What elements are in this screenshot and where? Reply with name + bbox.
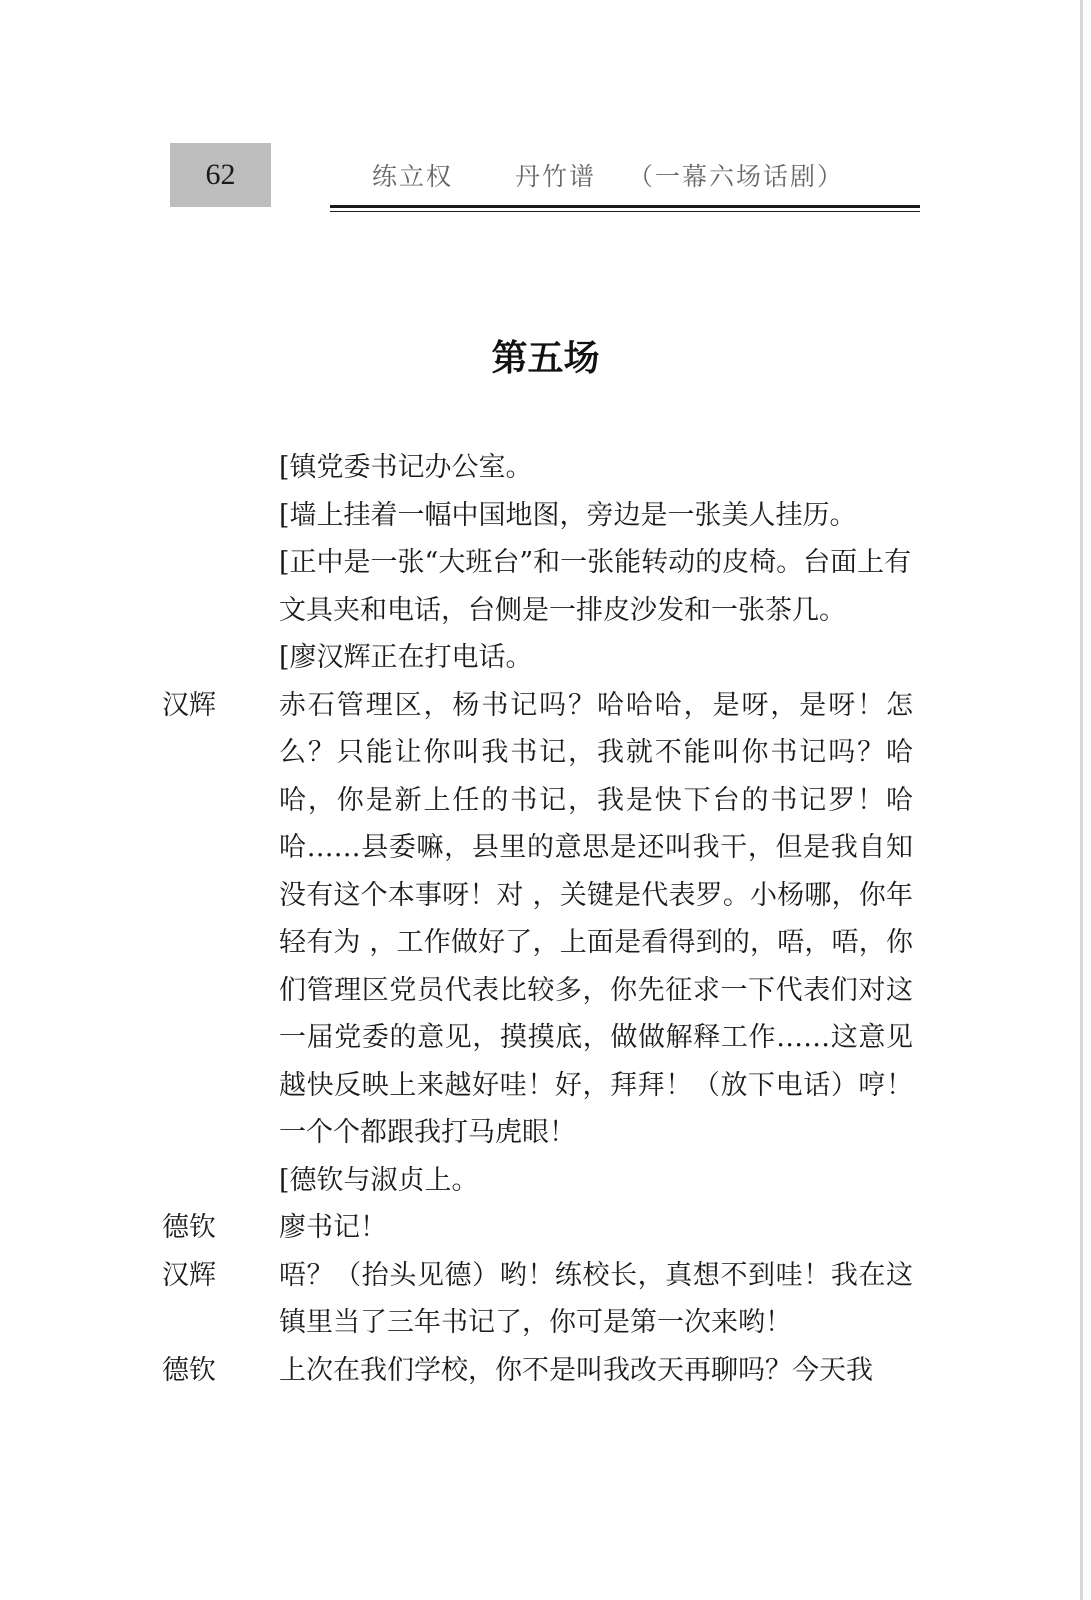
script-body — [162, 444, 922, 1394]
dialogue-block — [162, 1204, 922, 1252]
page-number-box — [170, 143, 271, 207]
header-rule-thin — [330, 211, 920, 212]
speaker-name: 汉辉 — [162, 689, 216, 721]
dialogue-text: 赤石管理区，杨书记吗？哈哈哈，是呀，是呀！怎么？只能让你叫我书记，我就不能叫你书记吗？哈哈，你是新上任的书记，我是快下台的书记罗！哈哈……县委嘛，县里的意思是还叫我干，但是我自知没有这个本事呀！对 ，关键是代表罗。小杨哪，你年轻有为 ，工作做好了，上面是看得到的，唔，唔，你们管理区党员代表比较多，你先征求一下代表们对这一届党委的意见，摸摸底，做做解释工作……这意见越快反映上来越好哇！好，拜拜！（放下电话）哼！一个个都跟我打马虎眼！ — [279, 689, 913, 1148]
stage-direction: [廖汉辉正在打电话。 — [279, 642, 533, 673]
dialogue-block — [162, 1252, 922, 1347]
stage-direction: [镇党委书记办公室。 — [279, 452, 533, 483]
header-title: 丹竹谱 — [515, 162, 597, 191]
stage-direction: [墙上挂着一幅中国地图，旁边是一张美人挂历。 — [279, 499, 857, 531]
running-header — [372, 155, 844, 195]
stage-direction: [正中是一张“大班台”和一张能转动的皮椅。台面上有文具夹和电话，台侧是一排皮沙发和一张茶几。 — [279, 547, 912, 626]
stage-direction: [德钦与淑贞上。 — [279, 1164, 479, 1196]
header-subtitle: （一幕六场话剧） — [628, 162, 845, 191]
header-author: 练立权 — [372, 162, 454, 191]
dialogue-block — [162, 1347, 922, 1395]
dialogue-text: 廖书记！ — [279, 1212, 387, 1243]
dialogue-block — [162, 682, 922, 1157]
dialogue-text: 唔？（抬头见德）哟！练校长，真想不到哇！我在这镇里当了三年书记了，你可是第一次来哟！ — [279, 1259, 913, 1338]
page-edge — [1080, 0, 1083, 1600]
dialogue-text: 上次在我们学校，你不是叫我改天再聊吗？今天我 — [279, 1354, 873, 1386]
speaker-name: 德钦 — [162, 1212, 216, 1243]
scene-title: 第五场 — [491, 337, 600, 379]
page-number: 62 — [205, 158, 236, 191]
speaker-name: 德钦 — [162, 1354, 216, 1386]
speaker-name: 汉辉 — [162, 1259, 216, 1291]
header-rule-thick — [330, 205, 920, 208]
